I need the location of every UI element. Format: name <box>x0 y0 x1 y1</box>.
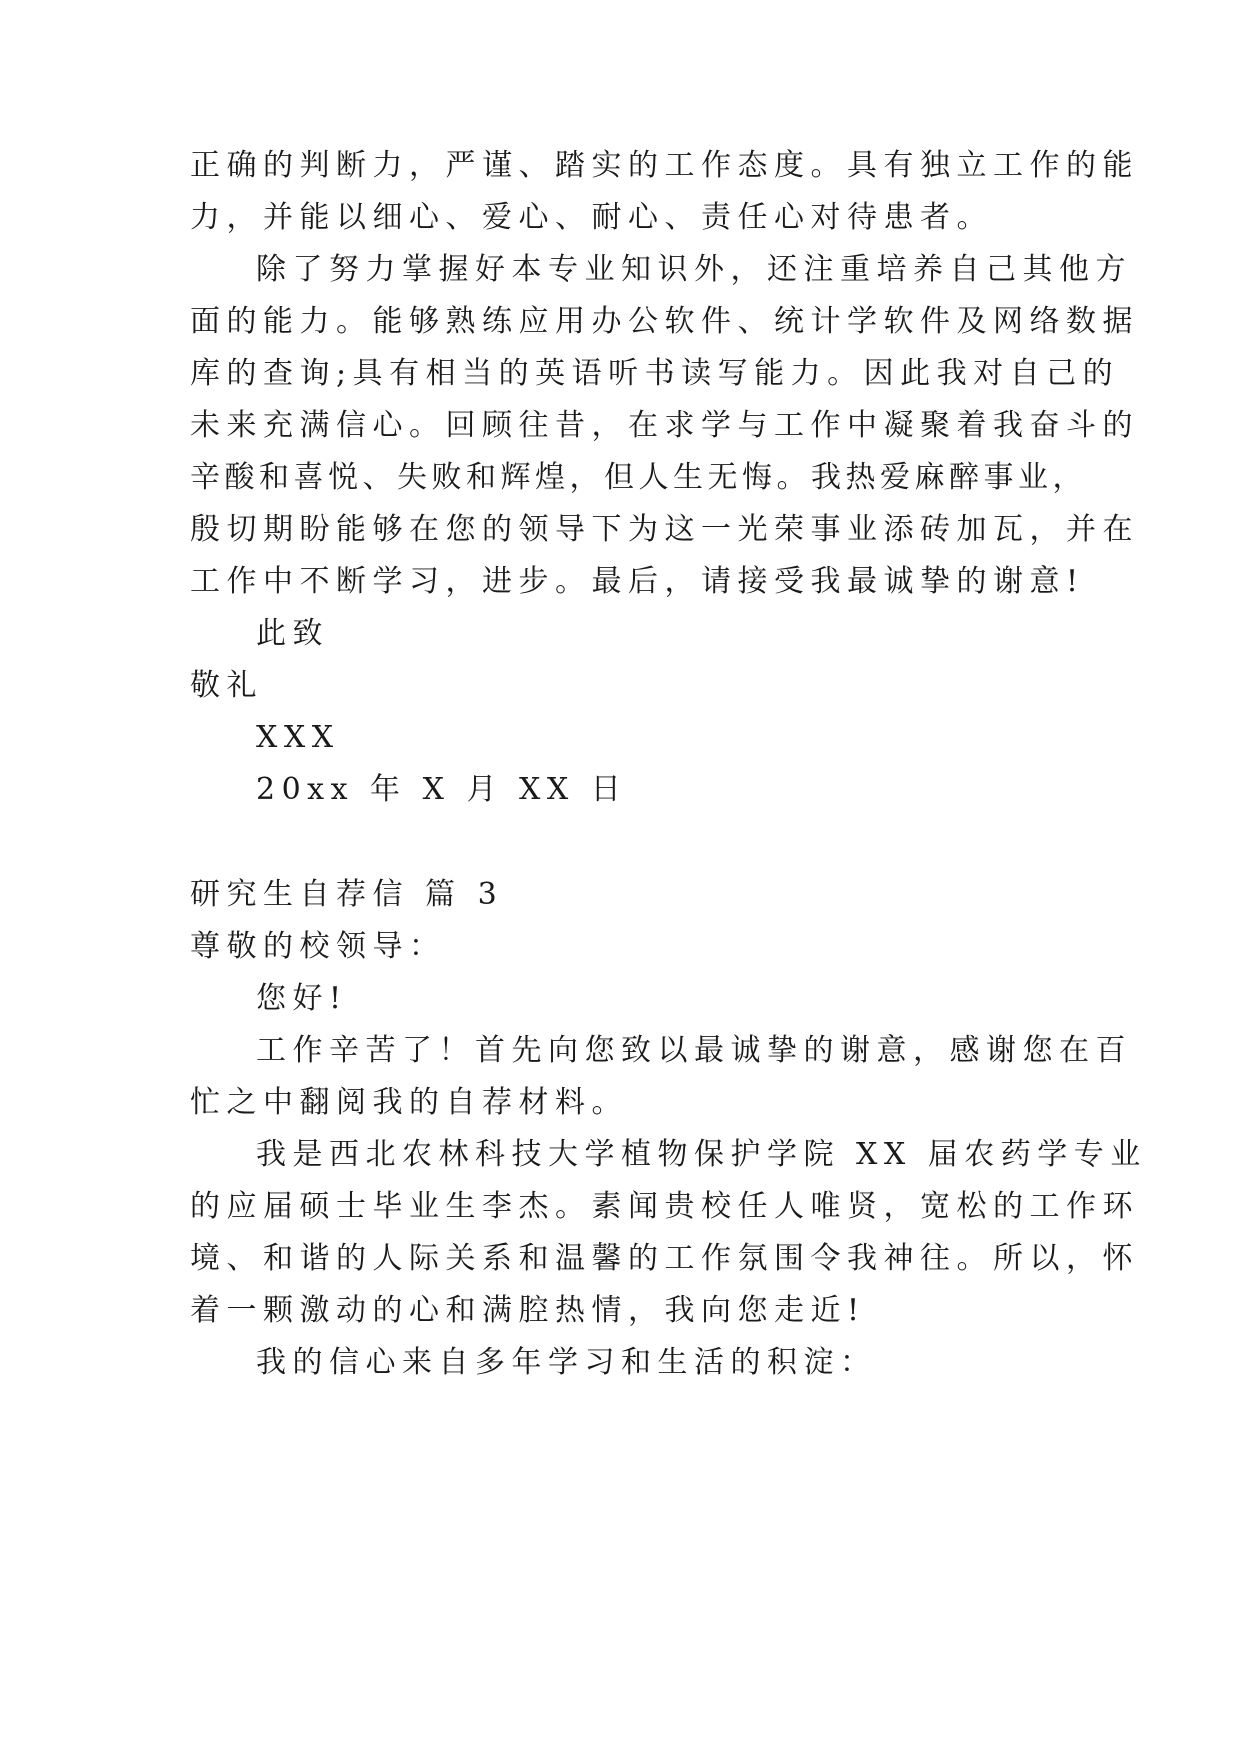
text-line: 我是西北农林科技大学植物保护学院 XX 届农药学专业 <box>256 1137 1147 1172</box>
signature-name: XXX <box>256 720 340 755</box>
text-line: 力，并能以细心、爱心、耐心、责任心对待患者。 <box>190 200 993 235</box>
letter-greeting: 您好! <box>256 981 348 1016</box>
section-title: 研究生自荐信 篇 3 <box>190 877 504 912</box>
text-line: 除了努力掌握好本专业知识外，还注重培养自己其他方 <box>256 252 1132 287</box>
text-line: 忙之中翻阅我的自荐材料。 <box>190 1085 628 1120</box>
text-line: 未来充满信心。回顾往昔，在求学与工作中凝聚着我奋斗的 <box>190 408 1139 443</box>
closing-regards: 敬礼 <box>190 668 263 703</box>
text-line: 面的能力。能够熟练应用办公软件、统计学软件及网络数据 <box>190 304 1139 339</box>
text-line: 工作中不断学习，进步。最后，请接受我最诚挚的谢意! <box>190 564 1085 599</box>
text-line: 辛酸和喜悦、失败和辉煌，但人生无悔。我热爱麻醉事业， <box>190 460 1087 495</box>
text-line: 正确的判断力，严谨、踏实的工作态度。具有独立工作的能 <box>190 148 1139 183</box>
text-line: 殷切期盼能够在您的领导下为这一光荣事业添砖加瓦，并在 <box>190 512 1139 547</box>
signature-date: 20xx 年 X 月 XX 日 <box>256 772 628 807</box>
text-line: 我的信心来自多年学习和生活的积淀： <box>256 1345 877 1380</box>
letter-recipient: 尊敬的校领导： <box>190 929 446 964</box>
text-line: 工作辛苦了！首先向您致以最诚挚的谢意，感谢您在百 <box>256 1033 1132 1068</box>
text-line: 着一颗激动的心和满腔热情，我向您走近! <box>190 1293 866 1328</box>
text-line: 库的查询;具有相当的英语听书读写能力。因此我对自己的 <box>190 356 1120 391</box>
text-line: 的应届硕士毕业生李杰。素闻贵校任人唯贤，宽松的工作环 <box>190 1189 1139 1224</box>
text-line: 境、和谐的人际关系和温馨的工作氛围令我神往。所以，怀 <box>190 1241 1139 1276</box>
closing-salutation: 此致 <box>256 616 329 651</box>
